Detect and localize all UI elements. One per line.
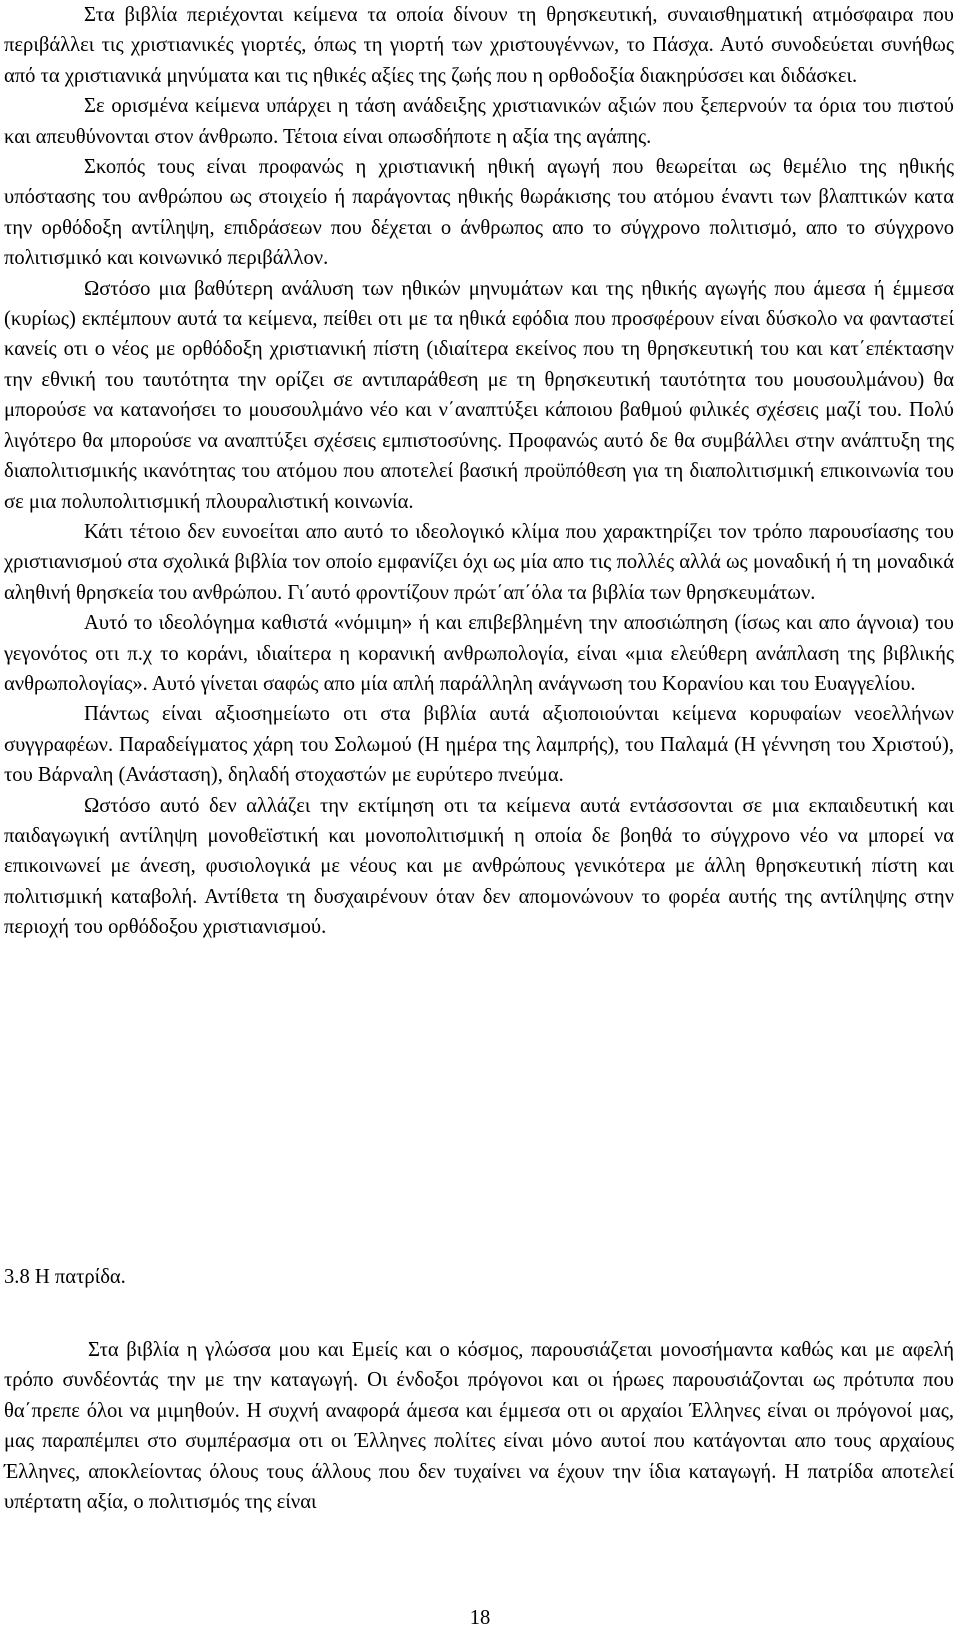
paragraph-2: Σε ορισμένα κείμενα υπάρχει η τάση ανάδειξης χριστιανικών αξιών που ξεπερνούν τα όρια του πιστού και απευθύνονται στον άνθρωπο. Τέτοια είναι οπωσδήποτε η αξία της αγάπης.	[4, 95, 954, 148]
section-paragraph: Στα βιβλία η γλώσσα μου και Εμείς και ο κόσμος, παρουσιάζεται μονοσήμαντα καθώς και με αφελή τρόπο συνδέοντάς την με την καταγωγή. Οι ένδοξοι πρόγονοι και οι ήρωες παρουσιάζονται ως πρότυπα που θα΄πρεπε όλοι να μιμηθούν. Η συχνή αναφορά άμεσα και έμμεσα οτι οι αρχαίοι Έλληνες είναι οι πρόγονοί μας, μας παραπέμπει στο συμπέρασμα οτι οι Έλληνες πολίτες είναι μόνο αυτοί που κατάγονται απο τους αρχαίους Έλληνες, αποκλείοντας όλους τους άλλους που δεν τυχαίνει να έχουν την ίδια καταγωγή. Η πατρίδα αποτελεί υπέρτατη αξία, ο πολιτισμός της είναι	[4, 1339, 954, 1514]
body-text	[4, 0, 954, 943]
paragraph-6: Αυτό το ιδεολόγημα καθιστά «νόμιμη» ή και επιβεβλημένη την αποσιώπηση (ίσως και απο άγνοια) του γεγονότος οτι π.χ το κοράνι, ιδιαίτερα η κορανική ανθρωπολογία, είναι «μια ελεύθερη ανάπλαση της βιβλικής ανθρωπολογίας». Αυτό γίνεται σαφώς απο μία απλή παράλληλη ανάγνωση του Κορανίου και του Ευαγγελίου.	[4, 612, 954, 695]
section-body	[4, 1335, 954, 1517]
paragraph-3: Σκοπός τους είναι προφανώς η χριστιανική ηθική αγωγή που θεωρείται ως θεμέλιο της ηθικής υπόστασης του ανθρώπου ως στοιχείο ή παράγοντας ηθικής θωράκισης του ατόμου έναντι των βλαπτικών κατα την ορθόδοξη αντίληψη, επιδράσεων που δέχεται ο άνθρωπος απο το σύγχρονο πολιτισμό, απο το σύγχρονο πολιτισμικό και κοινωνικό περιβάλλον.	[4, 156, 954, 270]
paragraph-7: Πάντως είναι αξιοσημείωτο οτι στα βιβλία αυτά αξιοποιούνται κείμενα κορυφαίων νεοελλήνων συγγραφέων. Παραδείγματος χάρη του Σολωμού (Η ημέρα της λαμπρής), του Παλαμά (Η γέννηση του Χριστού), του Βάρναλη (Ανάσταση), δηλαδή στοχαστών με ευρύτερο πνεύμα.	[4, 703, 954, 787]
paragraph-1: Στα βιβλία περιέχονται κείμενα τα οποία δίνουν τη θρησκευτική, συναισθηματική ατμόσφαιρα που περιβάλλει τις χριστιανικές γιορτές, όπως τη γιορτή των χριστουγέννων, το Πάσχα. Αυτό συνοδεύεται συνήθως από τα χριστιανικά μηνύματα και τις ηθικές αξίες της ζωής που η ορθοδοξία διακηρύσσει και διδάσκει.	[4, 4, 954, 87]
paragraph-8: Ωστόσο αυτό δεν αλλάζει την εκτίμηση οτι τα κείμενα αυτά εντάσσονται σε μια εκπαιδευτική και παιδαγωγική αντίληψη μονοθεϊστική και μονοπολιτισμική η οποία δε βοηθά το σύγχρονο νέο να μπορεί να επικοινωνεί με άνεση, φυσιολογικά με νέους και με ανθρώπους γενικότερα με άλλη θρησκευτική πίστη και πολιτισμική καταβολή. Αντίθετα τη δυσχαιρένουν όταν δεν απομονώνουν το φορέα αυτής της αντίληψης στην περιοχή του ορθόδοξου χριστιανισμού.	[4, 794, 954, 939]
paragraph-5: Κάτι τέτοιο δεν ευνοείται απο αυτό το ιδεολογικό κλίμα που χαρακτηρίζει τον τρόπο παρουσίασης του χριστιανισμού στα σχολικά βιβλία τον οποίο εμφανίζει όχι ως μία απο τις πολλές αλλά ως μοναδική ή τη μοναδικά αληθινή θρησκεία του ανθρώπου. Γι΄αυτό φροντίζουν πρώτ΄απ΄όλα τα βιβλία των θρησκευμάτων.	[4, 520, 954, 604]
page-number: 18	[469, 1607, 491, 1629]
paragraph-4: Ωστόσο μια βαθύτερη ανάλυση των ηθικών μηνυμάτων και της ηθικής αγωγής που άμεσα ή έμμεσα (κυρίως) εκπέμπουν αυτά τα κείμενα, πείθει οτι με τα ηθικά εφόδια που προσφέρουν είναι δύσκολο να φανταστεί κανείς οτι ο νέος με ορθόδοξη χριστιανική πίστη (ιδιαίτερα εκείνος που τη θρησκευτική του και κατ΄επέκτασην την εθνική του ταυτότητα την ορίζει σε αντιπαράθεση με τη θρησκευτική ταυτότητα του μουσουλμάνου) θα μπορούσε να κατανοήσει το μουσουλμάνο νέο και ν΄αναπτύξει κάποιου βαθμού φιλικές σχέσεις μαζί του. Πολύ λιγότερο θα μπορούσε να αναπτύξει σχέσεις εμπιστοσύνης. Προφανώς αυτό δε θα συμβάλλει στην ανάπτυξη της διαπολιτισμικής ικανότητας του ατόμου που αποτελεί βασική προϋπόθεση για τη διαπολιτισμική επικοινωνία του σε μια πολυπολιτισμική πλουραλιστική κοινωνία.	[4, 277, 954, 513]
section-heading: 3.8 Η πατρίδα.	[4, 1266, 126, 1288]
